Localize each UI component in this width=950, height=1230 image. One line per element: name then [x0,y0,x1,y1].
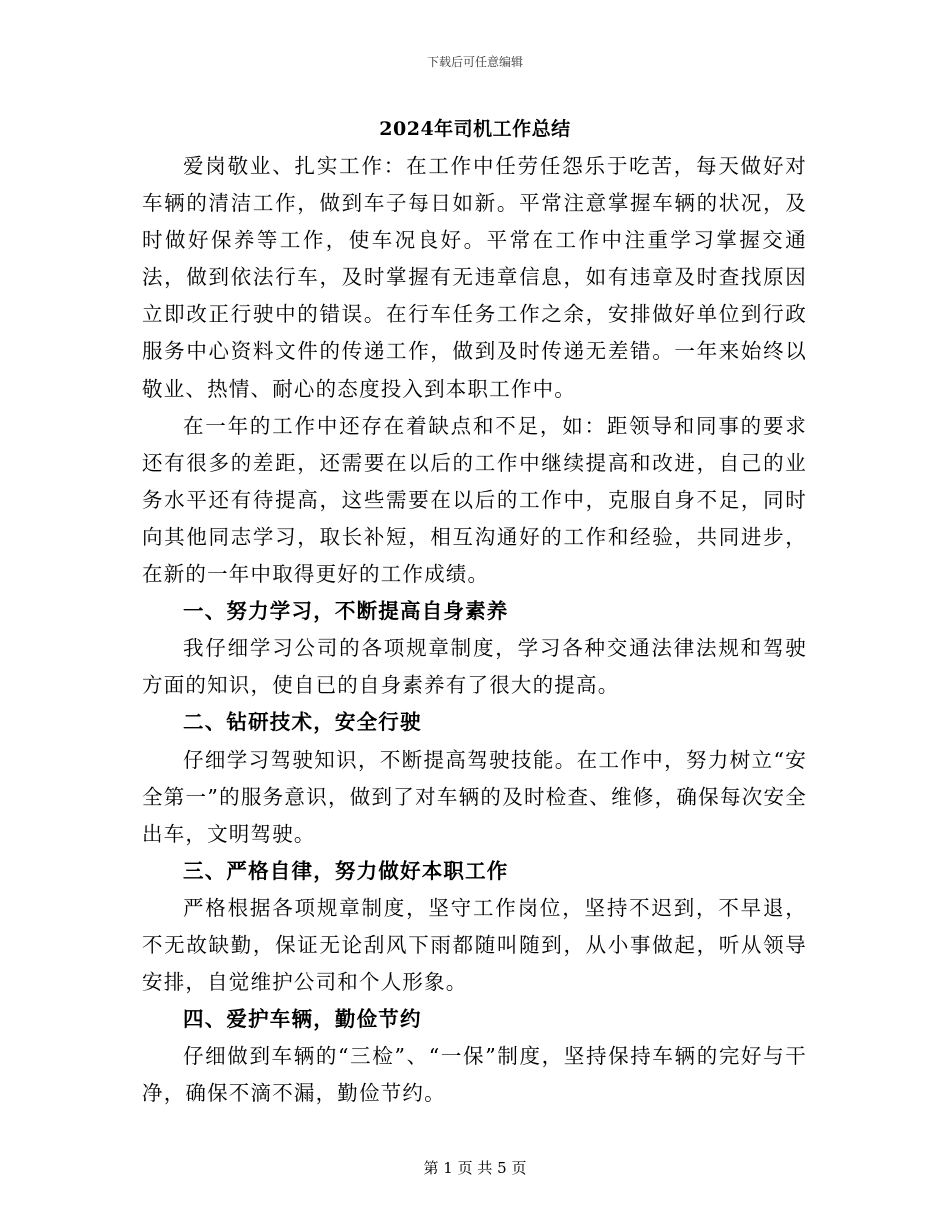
section-heading-3: 三、严格自律，努力做好本职工作 [183,858,509,883]
document-title: 2024年司机工作总结 [379,118,571,140]
document-body [142,148,807,1112]
section-heading-2: 二、钻研技术，安全行驶 [183,710,422,735]
section-heading-1: 一、努力学习，不断提高自身素养 [183,599,509,624]
paragraph-dedication: 爱岗敬业、扎实工作：在工作中任劳任怨乐于吃苦，每天做好对车辆的清洁工作，做到车子每日如新。平常注意掌握车辆的状况，及时做好保养等工作，使车况良好。平常在工作中注重学习掌握交通法，做到依法行车，及时掌握有无违章信息，如有违章及时查找原因立即改正行驶中的错误。在行车任务工作之余，安排做好单位到行政服务中心资料文件的传递工作，做到及时传递无差错。一年来始终以敬业、热情、耐心的态度投入到本职工作中。 [142,154,807,401]
header-note: 下载后可任意编辑 [426,55,523,69]
paragraph-vehicle-care: 仔细做到车辆的“三检”、“一保”制度，坚持保持车辆的完好与干净，确保不滴不漏，勤俭节约。 [142,1044,807,1106]
section-heading-4: 四、爱护车辆，勤俭节约 [183,1007,422,1032]
page-number-footer: 第 1 页 共 5 页 [423,1159,527,1177]
paragraph-discipline: 严格根据各项规章制度，坚守工作岗位，坚持不迟到，不早退，不无故缺勤，保证无论刮风下雨都随叫随到，从小事做起，听从领导安排，自觉维护公司和个人形象。 [142,895,807,995]
paragraph-safe-driving: 仔细学习驾驶知识，不断提高驾驶技能。在工作中，努力树立“安全第一”的服务意识，做到了对车辆的及时检查、维修，确保每次安全出车，文明驾驶。 [142,747,807,846]
paragraph-shortcomings: 在一年的工作中还存在着缺点和不足，如：距领导和同事的要求还有很多的差距，还需要在以后的工作中继续提高和改进，自己的业务水平还有待提高，这些需要在以后的工作中，克服自身不足，同时向其他同志学习，取长补短，相互沟通好的工作和经验，共同进步，在新的一年中取得更好的工作成绩。 [142,413,807,587]
paragraph-study: 我仔细学习公司的各项规章制度，学习各种交通法律法规和驾驶方面的知识，使自已的自身素养有了很大的提高。 [142,636,807,698]
